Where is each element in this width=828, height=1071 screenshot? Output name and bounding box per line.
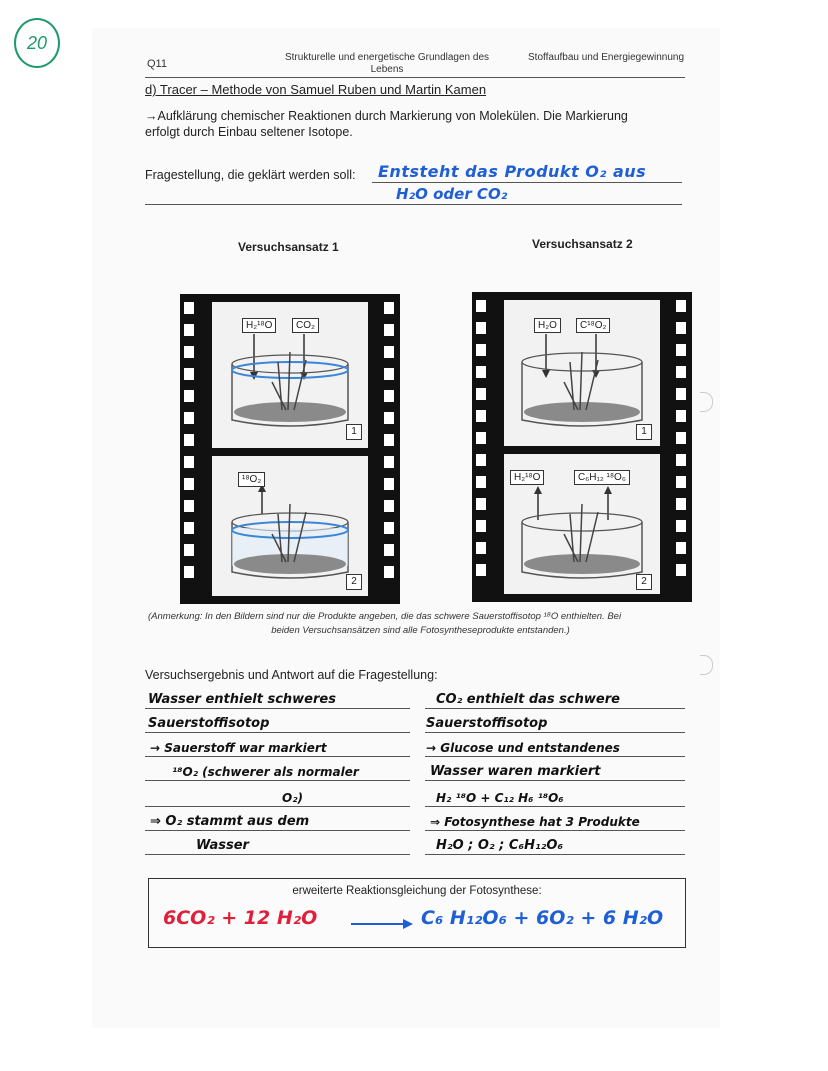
page-number-badge: [14, 18, 60, 68]
right-answer-1: CO₂ enthielt das schwere: [436, 692, 620, 707]
equation-box: [148, 878, 686, 948]
rule-right-5: [425, 806, 685, 807]
rule-right-6: [425, 830, 685, 831]
right-answer-6: ⇒ Fotosynthese hat 3 Produkte: [430, 815, 640, 829]
rule-right-7: [425, 854, 685, 855]
note-line2: beiden Versuchsansätzen sind alle Fotosyntheseprodukte entstanden.): [271, 625, 570, 636]
left-answer-4: ¹⁸O₂ (schwerer als normaler: [172, 765, 359, 779]
left-answer-6: ⇒ O₂ stammt aus dem: [150, 814, 310, 829]
rule-right-3: [425, 756, 685, 757]
setup2-frame1: [504, 300, 660, 446]
equation-label: erweiterte Reaktionsgleichung der Fotosynthese:: [292, 885, 542, 897]
question-line2: [145, 204, 682, 205]
left-answer-1: Wasser enthielt schweres: [148, 692, 336, 707]
setup2-frame1-number: 1: [636, 424, 652, 440]
question-answer-line2: H₂O oder CO₂: [396, 185, 508, 203]
setup1-title: Versuchsansatz 1: [238, 240, 339, 254]
rule-right-1: [425, 708, 685, 709]
intro-text: [145, 108, 628, 140]
setup1-frame1: [212, 302, 368, 448]
setup1-frame2: [212, 456, 368, 596]
header-course: Q11: [147, 58, 167, 70]
header-rule: [145, 77, 685, 78]
setup1-frame1-label-co2: CO₂: [292, 318, 319, 333]
left-answer-7: Wasser: [196, 838, 249, 853]
page-number: 20: [26, 33, 48, 53]
right-answer-5: H₂ ¹⁸O + C₁₂ H₆ ¹⁸O₆: [436, 791, 564, 805]
rule-left-1: [145, 708, 410, 709]
question-label: Fragestellung, die geklärt werden soll:: [145, 168, 356, 182]
intro-line1: →Aufklärung chemischer Reaktionen durch Markierung von Molekülen. Die Markierung: [145, 109, 628, 123]
right-answer-2: Sauerstoffisotop: [426, 716, 548, 731]
right-answer-4: Wasser waren markiert: [430, 764, 601, 779]
setup2-frame2-label-glucose: C₆H₁₂ ¹⁸O₆: [574, 470, 630, 485]
question-line1: [372, 182, 682, 183]
setup2-frame1-label-water: H₂O: [534, 318, 561, 333]
setup1-frame1-number: 1: [346, 424, 362, 440]
intro-line2: erfolgt durch Einbau seltener Isotope.: [145, 125, 353, 139]
setup2-frame2-label-water: H₂¹⁸O: [510, 470, 544, 485]
equation-right: C₆ H₁₂O₆ + 6O₂ + 6 H₂O: [421, 907, 664, 929]
reaction-arrow-icon: [349, 917, 415, 931]
right-answer-7: H₂O ; O₂ ; C₆H₁₂O₆: [436, 838, 564, 853]
header-title-line2: Lebens: [370, 64, 404, 75]
rule-left-6: [145, 830, 410, 831]
setup2-title: Versuchsansatz 2: [532, 237, 633, 251]
left-answer-5: O₂): [282, 791, 303, 805]
section-title: d) Tracer – Methode von Samuel Ruben und Martin Kamen: [145, 82, 487, 97]
setup2-frame1-label-co2: C¹⁸O₂: [576, 318, 610, 333]
left-answer-2: Sauerstoffisotop: [148, 716, 270, 731]
setup2-frame2-number: 2: [636, 574, 652, 590]
rule-right-4: [425, 780, 685, 781]
setup1-frame2-label-oxygen: ¹⁸O₂: [238, 472, 265, 487]
rule-left-7: [145, 854, 410, 855]
header-title: [282, 52, 492, 76]
note-line1: (Anmerkung: In den Bildern sind nur die Produkte angeben, die das schwere Sauerstoffisotop ¹⁸O enthielten. Bei: [148, 611, 622, 622]
equation-left: 6CO₂ + 12 H₂O: [163, 907, 318, 929]
note: [148, 610, 693, 638]
left-answer-3: → Sauerstoff war markiert: [150, 741, 327, 755]
setup2-frame2: [504, 454, 660, 594]
question-answer-line1: Entsteht das Produkt O₂ aus: [378, 162, 647, 181]
setup1-frame1-beaker-icon: [212, 302, 368, 448]
setup1-frame1-label-water: H₂¹⁸O: [242, 318, 276, 333]
header-topic: Stoffaufbau und Energiegewinnung: [528, 52, 685, 63]
rule-left-2: [145, 732, 410, 733]
setup1-frame2-number: 2: [346, 574, 362, 590]
result-label: Versuchsergebnis und Antwort auf die Fragestellung:: [145, 668, 438, 682]
rule-right-2: [425, 732, 685, 733]
rule-left-5: [145, 806, 410, 807]
rule-left-4: [145, 780, 410, 781]
setup1-frame2-beaker-icon: [212, 456, 368, 596]
header-title-line1: Strukturelle und energetische Grundlagen des: [284, 52, 490, 63]
rule-left-3: [145, 756, 410, 757]
right-answer-3: → Glucose und entstandenes: [426, 741, 620, 755]
